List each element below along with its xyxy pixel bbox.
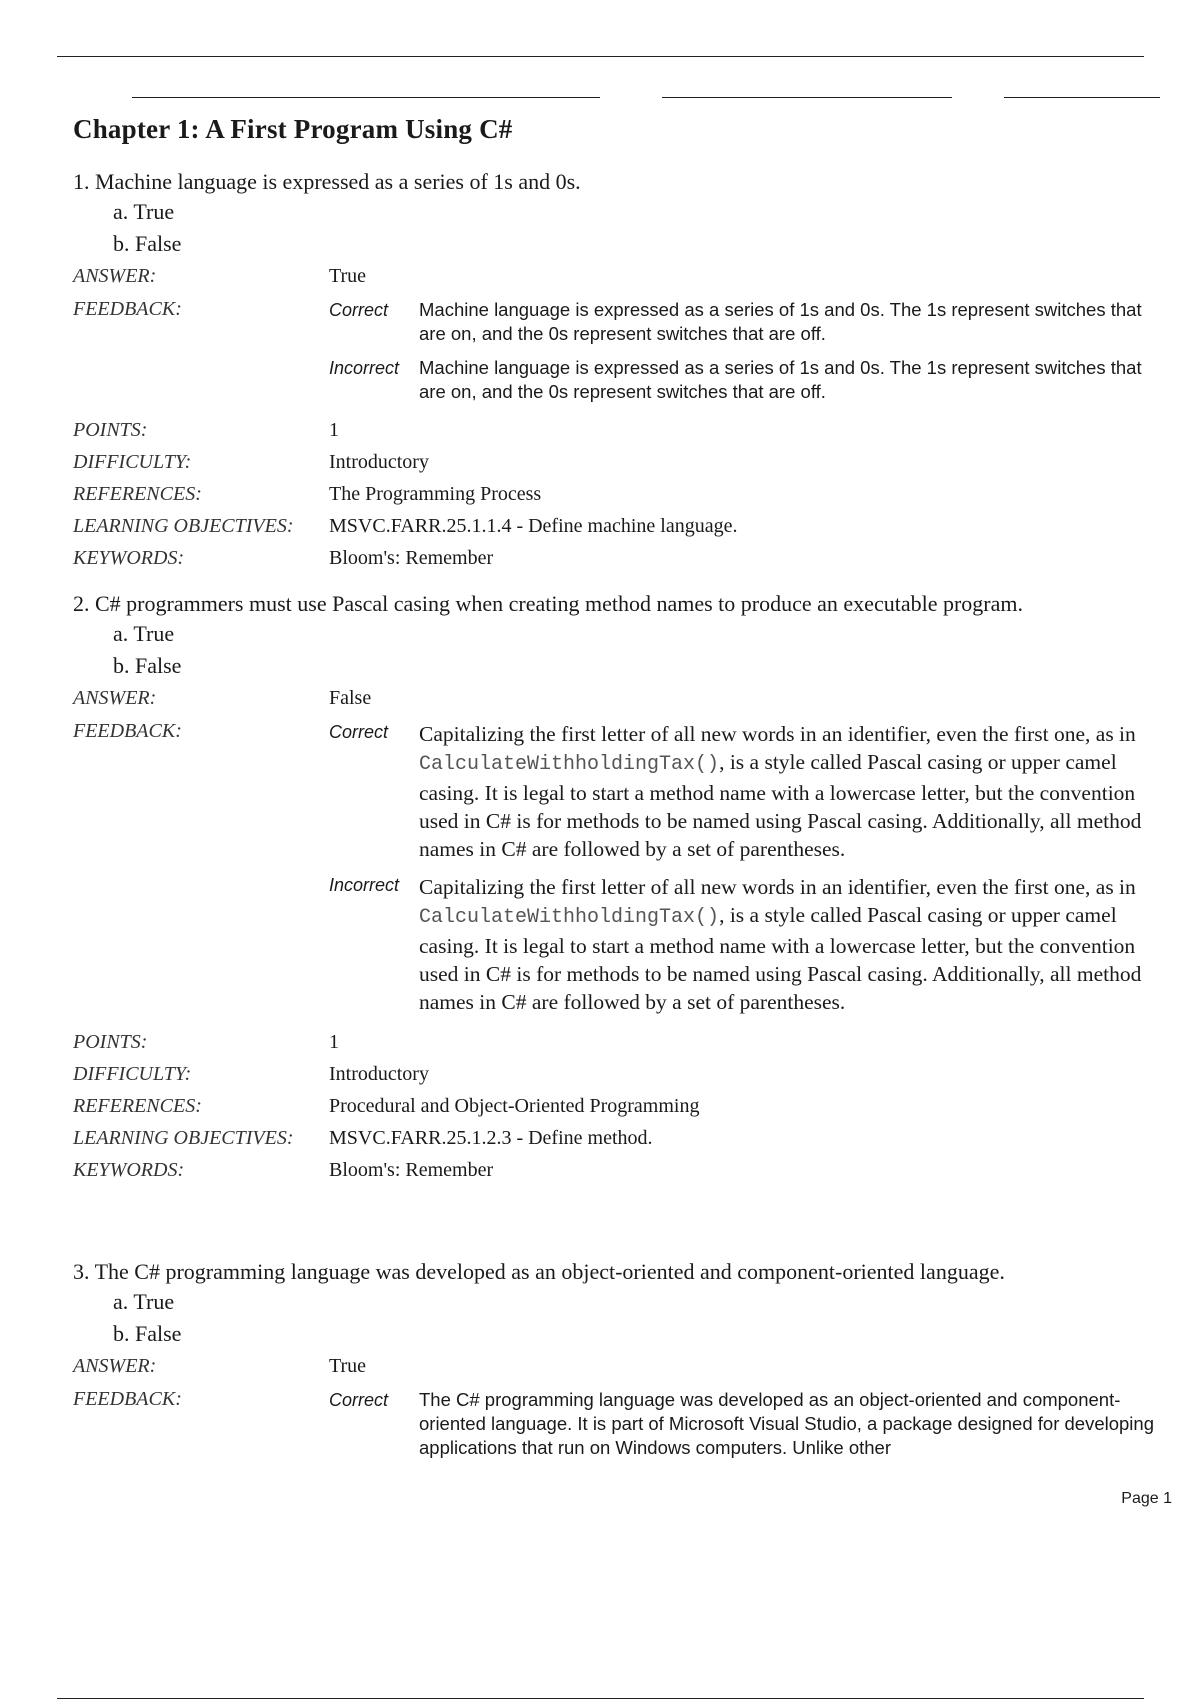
feedback-block: [73, 292, 1173, 414]
feedback-label: FEEDBACK:: [73, 720, 182, 742]
references-value: Procedural and Object-Oriented Programming: [329, 1095, 700, 1117]
points-row: [73, 1026, 1173, 1058]
references-row: [73, 478, 1173, 510]
feedback-correct-label: Correct: [329, 300, 389, 320]
keywords-value: Bloom's: Remember: [329, 547, 494, 569]
question-stem: 2. C# programmers must use Pascal casing when creating method names to produce an executable program.: [73, 591, 1023, 616]
feedback-correct-text: Machine language is expressed as a series of 1s and 0s. The 1s represent switches that are on, and the 0s represent switches that are off.: [419, 299, 1142, 344]
chapter-title: Chapter 1: A First Program Using C#: [73, 114, 513, 144]
header-blank-line-date: [1004, 97, 1160, 98]
keywords-row: [73, 1154, 1173, 1186]
answer-value: True: [329, 1355, 367, 1377]
option-a: a. True: [113, 1289, 175, 1314]
code-method-name: CalculateWithholdingTax(): [419, 753, 720, 776]
feedback-correct-text: [419, 720, 1169, 863]
keywords-row: [73, 542, 1173, 574]
answer-row: [73, 1350, 1173, 1382]
feedback-incorrect-label: Incorrect: [329, 875, 400, 895]
top-rule: [57, 56, 1144, 57]
answer-row: [73, 260, 1173, 292]
references-row: [73, 1090, 1173, 1122]
feedback-label: FEEDBACK:: [73, 1388, 182, 1410]
feedback-text-start: Capitalizing the first letter of all new words in an identifier, even the first one, as in: [419, 722, 1136, 746]
header-blank-line-name: [132, 97, 600, 98]
code-method-name: CalculateWithholdingTax(): [419, 906, 720, 929]
feedback-correct: [329, 298, 1173, 346]
feedback-text-start: Capitalizing the first letter of all new words in an identifier, even the first one, as in: [419, 875, 1136, 899]
keywords-label: KEYWORDS:: [73, 1159, 185, 1181]
feedback-incorrect-label: Incorrect: [329, 358, 400, 378]
option-a: a. True: [113, 199, 175, 224]
learning-objectives-row: [73, 510, 1173, 542]
bottom-rule: [57, 1698, 1144, 1699]
feedback-text-end: , is a style called Pascal casing or upper camel casing. It is legal to start a method name with a lowercase letter, but the convention used in C# is for methods to be named using Pascal casing. Additionally, all method names in C# are followed by a set of parentheses.: [419, 903, 1142, 1014]
feedback-correct: [329, 720, 1173, 863]
points-label: POINTS:: [73, 1031, 148, 1053]
difficulty-label: DIFFICULTY:: [73, 1063, 192, 1085]
feedback-incorrect-text: Machine language is expressed as a series of 1s and 0s. The 1s represent switches that are on, and the 0s represent switches that are off.: [419, 357, 1142, 402]
difficulty-value: Introductory: [329, 1063, 429, 1085]
feedback-block: [73, 1382, 1173, 1470]
header-blank-line-class: [662, 97, 952, 98]
feedback-correct-text: The C# programming language was developed as an object-oriented and component-oriented language. It is part of Microsoft Visual Studio, a package designed for developing applications that run on Windows computers. Unlike other: [419, 1389, 1154, 1458]
references-label: REFERENCES:: [73, 1095, 202, 1117]
learning-objectives-value: MSVC.FARR.25.1.2.3 - Define method.: [329, 1127, 653, 1149]
learning-objectives-label: LEARNING OBJECTIVES:: [73, 1127, 294, 1149]
references-label: REFERENCES:: [73, 483, 202, 505]
question-3: [73, 1258, 1173, 1470]
answer-label: ANSWER:: [73, 1355, 157, 1377]
points-label: POINTS:: [73, 419, 148, 441]
points-row: [73, 414, 1173, 446]
answer-value: True: [329, 265, 367, 287]
keywords-label: KEYWORDS:: [73, 547, 185, 569]
question-stem: 3. The C# programming language was developed as an object-oriented and component-oriented language.: [73, 1259, 1005, 1284]
option-b: b. False: [113, 653, 182, 678]
option-b: b. False: [113, 231, 182, 256]
learning-objectives-label: LEARNING OBJECTIVES:: [73, 515, 294, 537]
feedback-correct-label: Correct: [329, 722, 389, 742]
points-value: 1: [329, 419, 339, 441]
difficulty-row: [73, 1058, 1173, 1090]
answer-row: [73, 682, 1173, 714]
difficulty-value: Introductory: [329, 451, 429, 473]
difficulty-row: [73, 446, 1173, 478]
answer-label: ANSWER:: [73, 687, 157, 709]
option-b: b. False: [113, 1321, 182, 1346]
learning-objectives-value: MSVC.FARR.25.1.1.4 - Define machine language.: [329, 515, 738, 537]
feedback-incorrect: [329, 873, 1173, 1016]
answer-value: False: [329, 687, 372, 709]
question-1: [73, 168, 1173, 574]
feedback-correct: [329, 1388, 1173, 1460]
answer-label: ANSWER:: [73, 265, 157, 287]
feedback-incorrect: [329, 356, 1173, 404]
difficulty-label: DIFFICULTY:: [73, 451, 192, 473]
feedback-incorrect-text: [419, 873, 1169, 1016]
keywords-value: Bloom's: Remember: [329, 1159, 494, 1181]
question-stem: 1. Machine language is expressed as a series of 1s and 0s.: [73, 169, 581, 194]
feedback-label: FEEDBACK:: [73, 298, 182, 320]
feedback-block: [73, 714, 1173, 1026]
points-value: 1: [329, 1031, 339, 1053]
question-2: [73, 590, 1173, 1186]
learning-objectives-row: [73, 1122, 1173, 1154]
feedback-text-end: , is a style called Pascal casing or upper camel casing. It is legal to start a method name with a lowercase letter, but the convention used in C# is for methods to be named using Pascal casing. Additionally, all method names in C# are followed by a set of parentheses.: [419, 750, 1142, 861]
option-a: a. True: [113, 621, 175, 646]
page-number: Page 1: [1121, 1490, 1172, 1507]
references-value: The Programming Process: [329, 483, 542, 505]
feedback-correct-label: Correct: [329, 1390, 389, 1410]
